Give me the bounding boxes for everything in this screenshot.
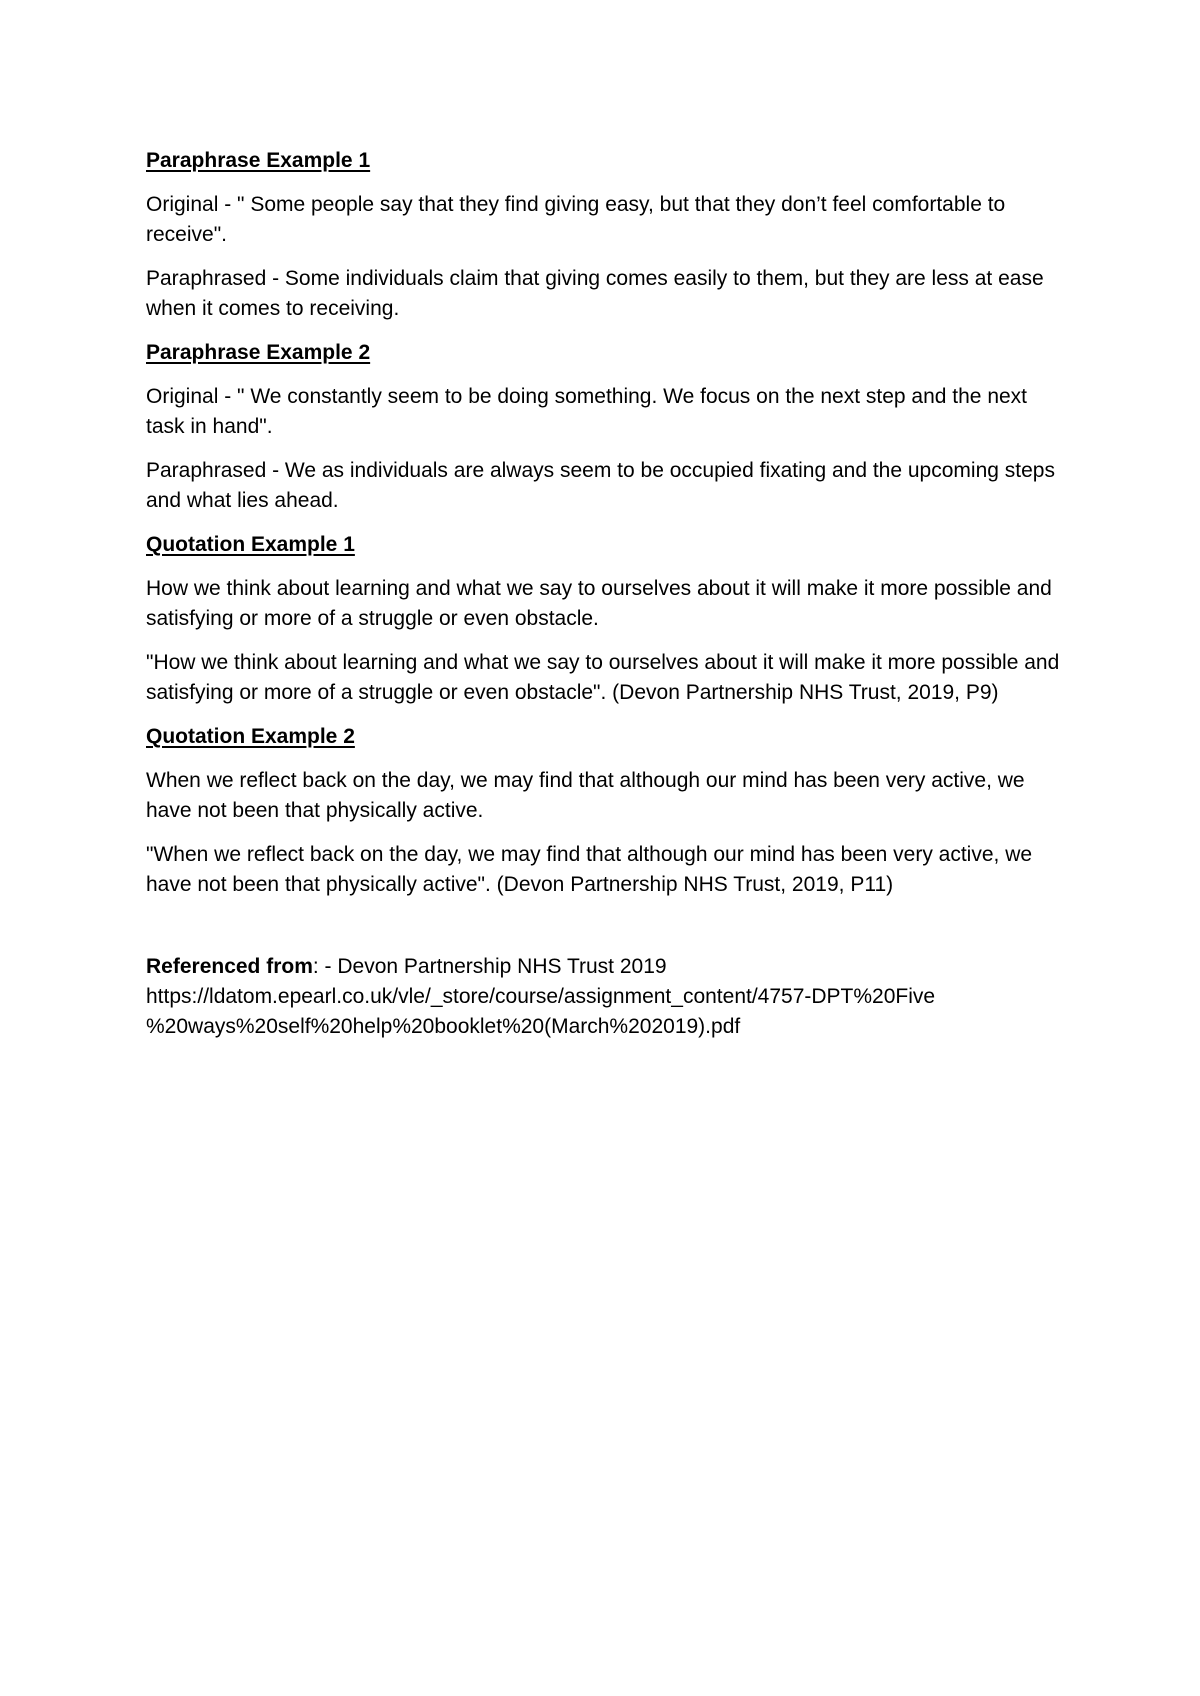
paraphrased-paragraph: Paraphrased - We as individuals are always seem to be occupied fixating and the upcoming steps and what lies ahead. bbox=[146, 459, 1055, 512]
spacer bbox=[146, 914, 1066, 952]
section-paraphrase-example-2 bbox=[146, 338, 1066, 516]
quotation-paragraph: "When we reflect back on the day, we may find that although our mind has been very active, we have not been that physically active". (Devon Partnership NHS Trust, 2019, P11) bbox=[146, 843, 1033, 896]
quotation-paragraph: "How we think about learning and what we say to ourselves about it will make it more possible and satisfying or more of a struggle or even obstacle". (Devon Partnership NHS Trust, 2019, P9) bbox=[146, 651, 1060, 704]
section-heading: Paraphrase Example 2 bbox=[146, 341, 371, 364]
section-heading: Quotation Example 1 bbox=[146, 533, 355, 556]
reference-text: : - Devon Partnership NHS Trust 2019 bbox=[312, 955, 667, 978]
section-paraphrase-example-1 bbox=[146, 146, 1066, 324]
reference-url-line-1: https://ldatom.epearl.co.uk/vle/_store/course/assignment_content/4757-DPT%20Five bbox=[146, 985, 936, 1008]
reference-block bbox=[146, 952, 1066, 1042]
source-paragraph: When we reflect back on the day, we may find that although our mind has been very active, we have not been that physically active. bbox=[146, 769, 1025, 822]
reference-line bbox=[146, 952, 1066, 982]
document-body bbox=[146, 146, 1066, 1042]
section-quotation-example-1 bbox=[146, 530, 1066, 708]
section-quotation-example-2 bbox=[146, 722, 1066, 900]
source-paragraph: How we think about learning and what we say to ourselves about it will make it more possible and satisfying or more of a struggle or even obstacle. bbox=[146, 577, 1052, 630]
original-paragraph: Original - " We constantly seem to be doing something. We focus on the next step and the next task in hand". bbox=[146, 385, 1028, 438]
reference-label: Referenced from bbox=[146, 955, 313, 978]
original-paragraph: Original - " Some people say that they find giving easy, but that they don’t feel comfortable to receive". bbox=[146, 193, 1006, 246]
section-heading: Quotation Example 2 bbox=[146, 725, 355, 748]
paraphrased-paragraph: Paraphrased - Some individuals claim that giving comes easily to them, but they are less at ease when it comes to receiving. bbox=[146, 267, 1044, 320]
reference-url-line-2: %20ways%20self%20help%20booklet%20(March%202019).pdf bbox=[146, 1015, 741, 1038]
section-heading: Paraphrase Example 1 bbox=[146, 149, 371, 172]
